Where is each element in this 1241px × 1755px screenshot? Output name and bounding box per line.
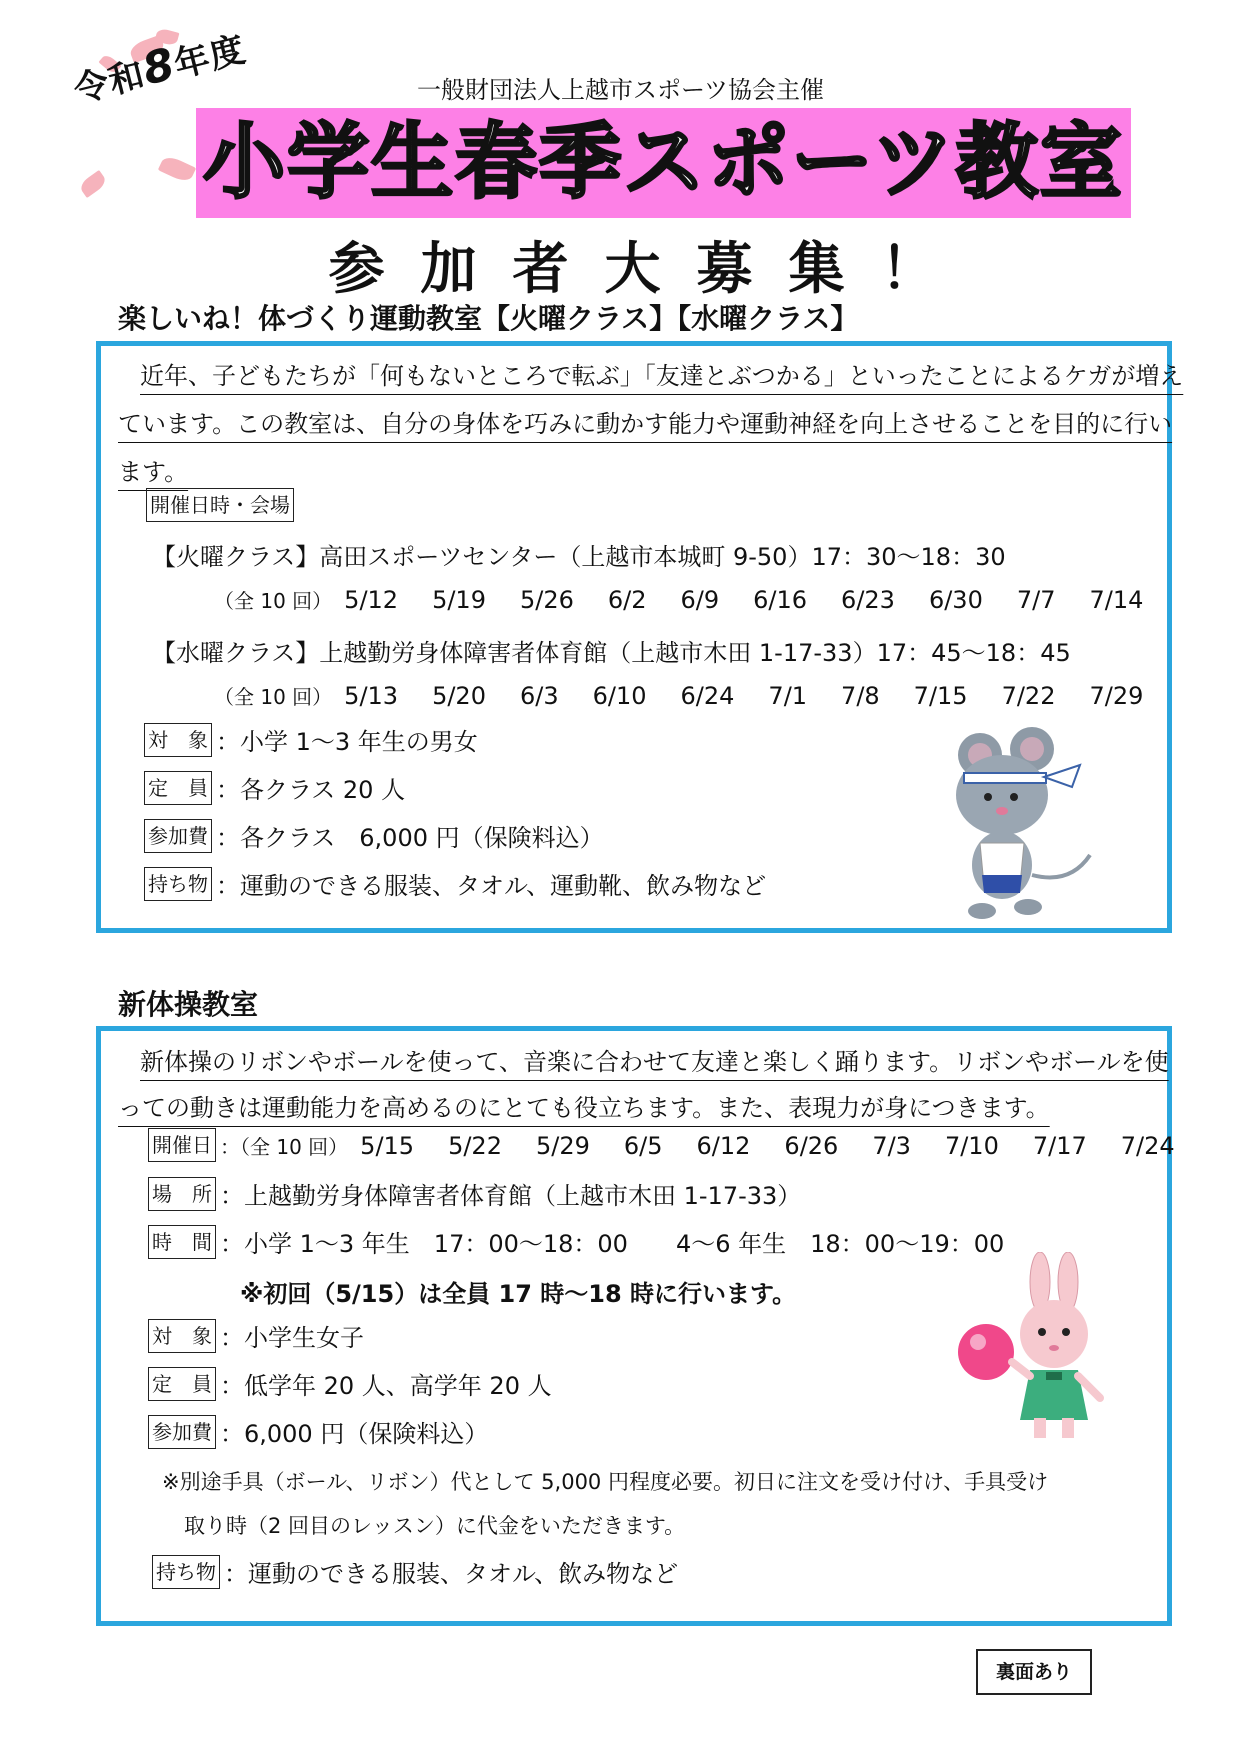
page-title: 小学生春季スポーツ教室 — [203, 115, 1124, 210]
info-row-capacity — [148, 1366, 552, 1401]
dates-list — [220, 1131, 1175, 1160]
schedule-label — [146, 488, 294, 522]
date: 6/5 — [623, 1131, 663, 1160]
row-value: ：運動のできる服装、タオル、運動靴、飲み物など — [216, 872, 767, 900]
row-value: ：小学 1〜3 年生の男女 — [216, 728, 478, 756]
date: 5/20 — [432, 682, 486, 710]
date: 6/30 — [928, 586, 983, 614]
tuesday-count: （全 10 回） — [214, 589, 333, 613]
date: 6/2 — [607, 586, 647, 614]
info-row-fee — [144, 818, 604, 853]
row-label: 持ち物 — [144, 867, 212, 901]
era-prefix: 令和 — [69, 54, 150, 112]
date: 6/26 — [784, 1131, 839, 1160]
info-row-bring — [144, 866, 766, 901]
date: 7/1 — [768, 682, 808, 710]
row-label: 参加費 — [148, 1415, 216, 1449]
row-value: ：小学生女子 — [220, 1324, 364, 1352]
date: 7/7 — [1016, 586, 1056, 614]
recruit-headline: 参加者大募集！ — [328, 237, 973, 302]
mouse-runner-icon — [940, 725, 1100, 925]
section1-intro-line: ています。この教室は、自分の身体を巧みに動かす能力や運動神経を向上させることを目的に行い — [118, 410, 1173, 438]
date: 5/13 — [344, 682, 399, 710]
tuesday-heading: 【火曜クラス】高田スポーツセンター（上越市本城町 9-50）17：30〜18：30 — [152, 543, 1006, 571]
info-row-place — [148, 1176, 801, 1211]
date: 5/19 — [432, 586, 486, 614]
row-value: ：小学 1〜3 年生 17：00〜18：00 4〜6 年生 18：00〜19：00 — [220, 1230, 1005, 1258]
row-label: 対 象 — [148, 1319, 216, 1353]
row-value: ：各クラス 20 人 — [216, 776, 406, 804]
section2-intro-line: っての動きは運動能力を高めるのにとても役立ちます。また、表現力が身につきます。 — [118, 1094, 1050, 1122]
info-row-capacity — [144, 770, 405, 805]
section2-title: 新体操教室 — [118, 988, 259, 1021]
equipment-note: 取り時（2 回目のレッスン）に代金をいただきます。 — [184, 1514, 686, 1538]
date: 7/24 — [1120, 1131, 1175, 1160]
row-label: 持ち物 — [152, 1555, 220, 1589]
date: 7/8 — [841, 682, 880, 710]
petal-decoration — [158, 154, 196, 185]
date: 6/10 — [592, 682, 647, 710]
wednesday-dates — [214, 681, 1143, 710]
info-row-bring — [152, 1554, 678, 1589]
date: 6/12 — [696, 1131, 751, 1160]
row-label: 開催日 — [148, 1128, 216, 1162]
date: 7/15 — [913, 682, 968, 710]
equipment-note: ※別途手具（ボール、リボン）代として 5,000 円程度必要。初日に注文を受け付け、手具受け — [162, 1470, 1049, 1494]
era-suffix: 年度 — [170, 29, 250, 86]
schedule-label-box: 開催日時・会場 — [146, 488, 294, 522]
date: 5/12 — [344, 586, 399, 614]
section2-intro-line: 新体操のリボンやボールを使って、音楽に合わせて友達と楽しく踊ります。リボンやボールを使 — [140, 1048, 1169, 1076]
row-value: ：低学年 20 人、高学年 20 人 — [220, 1372, 552, 1400]
info-row-fee — [148, 1414, 488, 1449]
row-label: 場 所 — [148, 1177, 216, 1211]
row-label: 定 員 — [144, 771, 212, 805]
date: 5/29 — [535, 1131, 590, 1160]
section1-intro-line: 近年、子どもたちが「何もないところで転ぶ」「友達とぶつかる」といったことによるケガが増え — [140, 362, 1184, 390]
date: 7/22 — [1001, 682, 1056, 710]
row-value: ：各クラス 6,000 円（保険料込） — [216, 824, 604, 852]
date: 6/3 — [519, 682, 559, 710]
section1-title: 楽しいね！体づくり運動教室【火曜クラス】【水曜クラス】 — [118, 302, 859, 335]
date: 7/17 — [1032, 1131, 1087, 1160]
first-session-note: ※初回（5/15）は全員 17 時〜18 時に行います。 — [240, 1280, 797, 1308]
row-value: ：6,000 円（保険料込） — [220, 1420, 489, 1448]
date: 6/16 — [753, 586, 808, 614]
row-label: 参加費 — [144, 819, 212, 853]
row-value: ：運動のできる服装、タオル、飲み物など — [224, 1560, 679, 1588]
row-label: 対 象 — [144, 723, 212, 757]
wednesday-heading: 【水曜クラス】上越勤労身体障害者体育館（上越市木田 1-17-33）17：45〜18：45 — [152, 639, 1071, 667]
row-label: 定 員 — [148, 1367, 216, 1401]
organizer: 一般財団法人上越市スポーツ協会主催 — [416, 76, 825, 104]
date: 5/22 — [448, 1131, 502, 1160]
wednesday-count: （全 10 回） — [214, 685, 333, 709]
date: 6/9 — [680, 586, 720, 614]
tuesday-dates — [214, 585, 1143, 614]
section1-intro-line: ます。 — [118, 458, 189, 486]
date: 7/3 — [872, 1131, 911, 1160]
rabbit-ball-icon — [950, 1252, 1110, 1442]
info-row-target — [148, 1318, 364, 1353]
date: 6/23 — [841, 586, 895, 614]
dates-count: ：（全 10 回） — [220, 1134, 349, 1159]
date: 7/10 — [944, 1131, 999, 1160]
back-side-note: 裏面あり — [976, 1649, 1092, 1695]
info-row-time — [148, 1224, 1004, 1259]
date: 6/24 — [680, 682, 735, 710]
date: 7/14 — [1089, 586, 1144, 614]
row-value: ：上越勤労身体障害者体育館（上越市木田 1-17-33） — [220, 1182, 802, 1210]
date: 5/15 — [360, 1131, 415, 1160]
era-year: 8 — [137, 38, 181, 96]
date: 7/29 — [1089, 682, 1144, 710]
date: 5/26 — [519, 586, 574, 614]
info-row-dates — [148, 1128, 1175, 1162]
row-label: 時 間 — [148, 1225, 216, 1259]
petal-decoration — [78, 170, 108, 198]
info-row-target — [144, 722, 478, 757]
